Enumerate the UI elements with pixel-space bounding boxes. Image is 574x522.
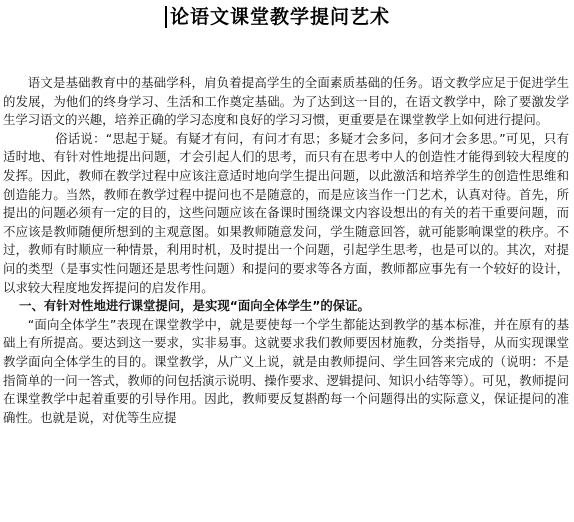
document-title: 论语文课堂教学提问艺术	[170, 6, 391, 28]
paragraph-intro: 语文是基础教育中的基础学科，肩负着提高学生的全面素质基础的任务。语文教学应足于促进学生的发展，为他们的终身学习、生活和工作奠定基础。为了达到这一目的，在语文教学中，除了要激发学生学习语文的兴趣，培养正确的学习态度和良好的学习习惯，更重要是在课堂教学上如何进行提问。	[3, 75, 569, 128]
text-cursor	[165, 6, 167, 28]
document-body	[3, 74, 569, 427]
paragraph-section-1: “面向全体学生”表现在课堂教学中，就是要使每一个学生都能达到教学的基本标准，并在原有的基础上有所提高。要达到这一要求，实非易事。这就要求我们教师要因材施教，分类指导，从而实现课堂教学面向全体学生的目的。课堂教学，从广义上说，就是由教师提问、学生回答来完成的（说明：不是指简单的一问一答式，教师的问包括演示说明、操作要求、逻辑提问、知识小结等等）。可见，教师提问在课堂教学中起着重要的引导作用。因此，教师要反复斟酌每一个问题得出的实际意义，保证提问的准确性。也就是说，对优等生应提	[3, 316, 569, 425]
section-heading-1: 一、有针对性地进行课堂提问，是实现“面向全体学生”的保证。	[19, 298, 370, 314]
paragraph-proverb: 俗话说：“思起于疑。有疑才有问，有问才有思；多疑才会多问，多问才会多思。”可见，只有适时地、有针对性地提出问题，才会引起人们的思考，而只有在思考中人的创造性才能得到较大程度的发挥。因此，教师在教学过程中应该注意适时地向学生提出问题，以此激活和培养学生的创造性思维和创造能力。当然，教师在教学过程中提问也不是随意的，而是应该当作一门艺术，认真对待。首先，所提出的问题必须有一定的目的，这些问题应该在备课时围绕课文内容设想出的有关的若干重要问题，而不应该是教师随便所想到的主观意图。如果教师随意发问，学生随意回答，就可能影响课堂的秩序。不过，教师有时顺应一种情景，利用时机，及时提出一个问题，引起学生思考，也是可以的。其次，对提问的类型（是事实性问题还是思考性问题）和提问的要求等各方面，教师都应事先有一个较好的设计，以求较大程度地发挥提问的启发作用。	[3, 130, 569, 295]
